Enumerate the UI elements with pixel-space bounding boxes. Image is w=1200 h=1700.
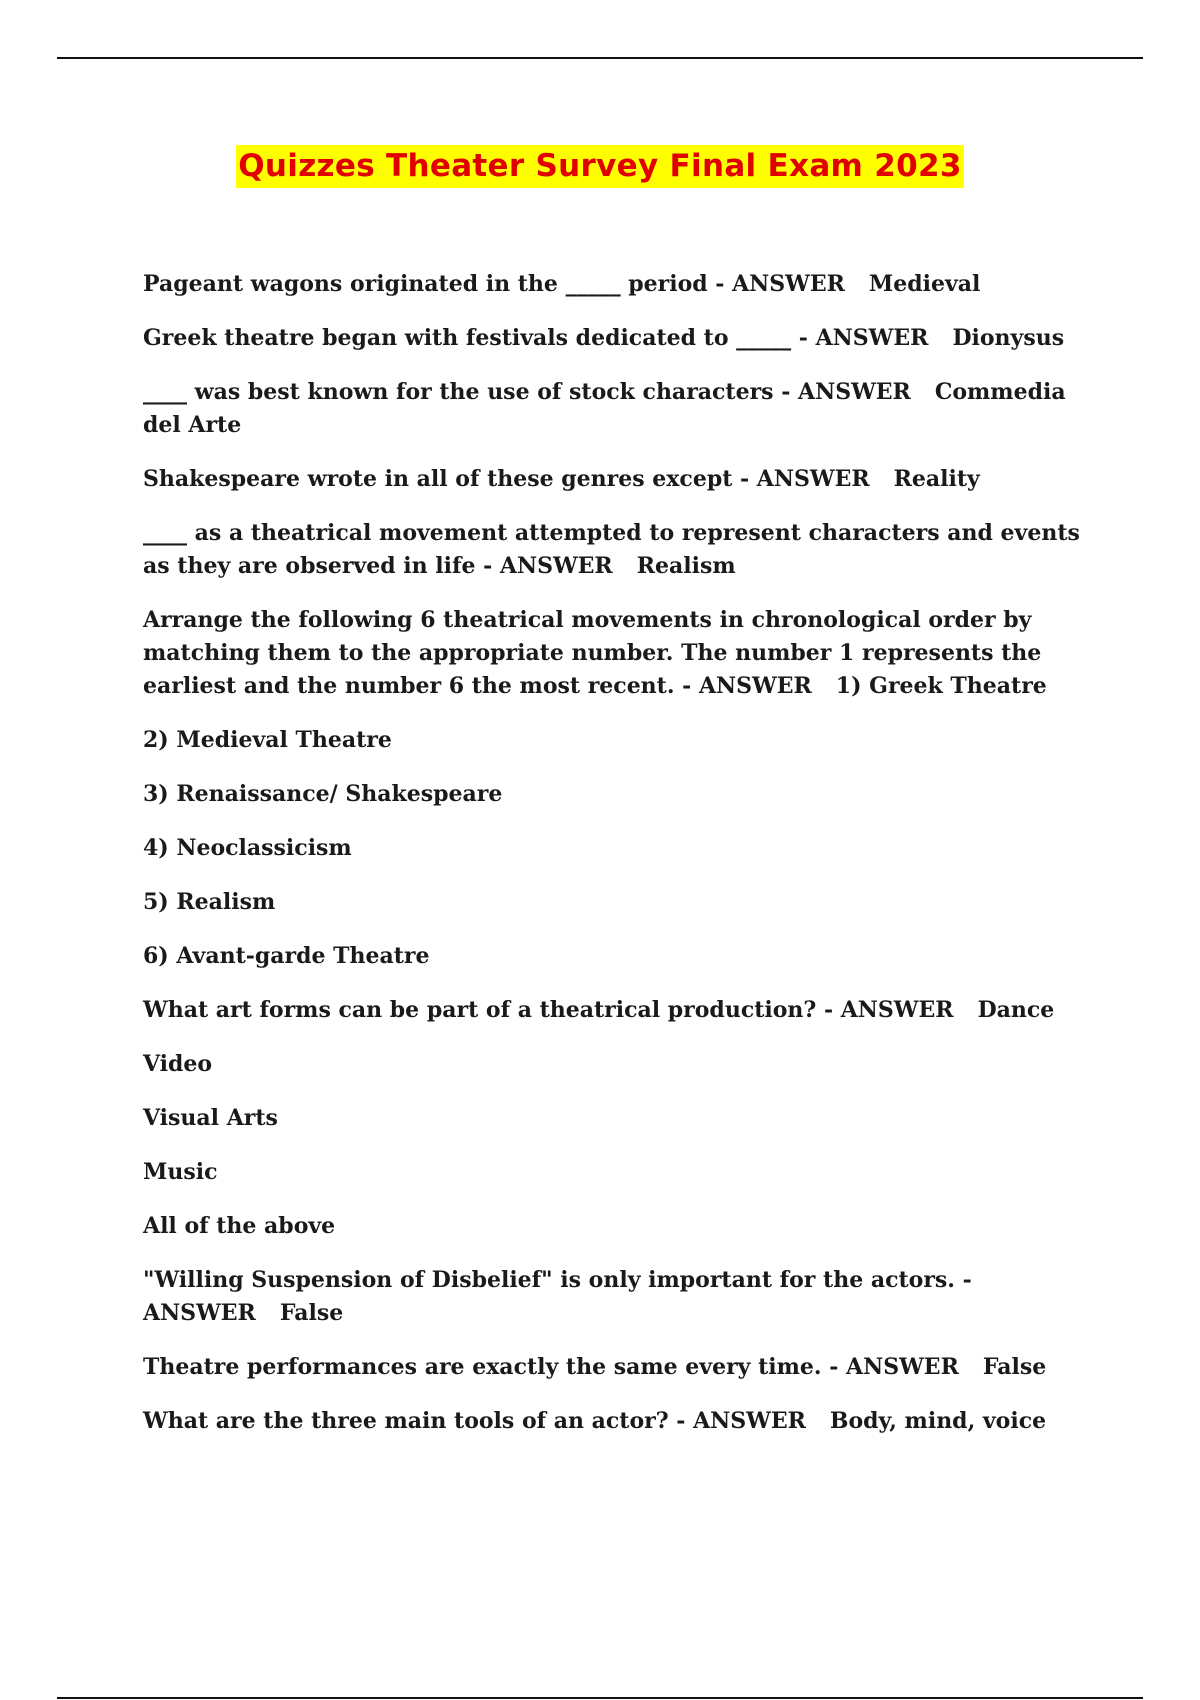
list-item bbox=[143, 886, 1083, 919]
qa-item bbox=[143, 376, 1083, 442]
answer-text: Body, mind, voice bbox=[829, 1408, 1047, 1434]
answer-text: Dance bbox=[977, 997, 1055, 1023]
qa-item bbox=[143, 1405, 1083, 1438]
answer-text: Realism bbox=[636, 553, 736, 579]
answer-text: Medieval bbox=[868, 271, 981, 297]
qa-item bbox=[143, 994, 1083, 1027]
list-item bbox=[143, 832, 1083, 865]
answer-text: Reality bbox=[893, 466, 980, 492]
title-container bbox=[0, 145, 1200, 188]
question-text: Arrange the following 6 theatrical movements in chronological order by matching them to the appropriate number. The number 1 represents the earliest and the number 6 the most recent. - ANSWER bbox=[143, 607, 1042, 699]
question-text: ____ as a theatrical movement attempted to represent characters and events as they are observed in life - ANSWER bbox=[143, 520, 1080, 579]
qa-item bbox=[143, 517, 1083, 583]
qa-item bbox=[143, 1351, 1083, 1384]
item-text: All of the above bbox=[143, 1213, 336, 1239]
item-text: Music bbox=[143, 1159, 218, 1185]
page-title: Quizzes Theater Survey Final Exam 2023 bbox=[236, 145, 963, 188]
question-text: Greek theatre began with festivals dedicated to _____ - ANSWER bbox=[143, 325, 929, 351]
qa-item bbox=[143, 268, 1083, 301]
qa-item bbox=[143, 463, 1083, 496]
question-text: What art forms can be part of a theatrical production? - ANSWER bbox=[143, 997, 954, 1023]
header-rule bbox=[57, 57, 1143, 59]
qa-item bbox=[143, 1264, 1083, 1330]
item-text: 5) Realism bbox=[143, 889, 276, 915]
question-text: Theatre performances are exactly the same every time. - ANSWER bbox=[143, 1354, 959, 1380]
list-item bbox=[143, 724, 1083, 757]
answer-text: Commedia del Arte bbox=[143, 379, 1066, 438]
list-item bbox=[143, 940, 1083, 973]
list-item bbox=[143, 1156, 1083, 1189]
footer-rule bbox=[57, 1697, 1143, 1699]
list-item bbox=[143, 778, 1083, 811]
list-item bbox=[143, 1210, 1083, 1243]
answer-text: 1) Greek Theatre bbox=[835, 673, 1047, 699]
question-text: "Willing Suspension of Disbelief" is only important for the actors. - ANSWER bbox=[143, 1267, 972, 1326]
list-item bbox=[143, 1048, 1083, 1081]
answer-text: Dionysus bbox=[952, 325, 1065, 351]
qa-item bbox=[143, 604, 1083, 703]
question-text: Pageant wagons originated in the _____ period - ANSWER bbox=[143, 271, 845, 297]
item-text: 4) Neoclassicism bbox=[143, 835, 352, 861]
answer-text: False bbox=[279, 1300, 344, 1326]
question-text: Shakespeare wrote in all of these genres except - ANSWER bbox=[143, 466, 870, 492]
item-text: Visual Arts bbox=[143, 1105, 278, 1131]
item-text: 2) Medieval Theatre bbox=[143, 727, 392, 753]
item-text: Video bbox=[143, 1051, 213, 1077]
list-item bbox=[143, 1102, 1083, 1135]
question-text: What are the three main tools of an actor? - ANSWER bbox=[143, 1408, 806, 1434]
qa-item bbox=[143, 322, 1083, 355]
item-text: 6) Avant-garde Theatre bbox=[143, 943, 430, 969]
item-text: 3) Renaissance/ Shakespeare bbox=[143, 781, 503, 807]
answer-text: False bbox=[982, 1354, 1047, 1380]
qa-list bbox=[143, 268, 1083, 1459]
question-text: ____ was best known for the use of stock characters - ANSWER bbox=[143, 379, 911, 405]
